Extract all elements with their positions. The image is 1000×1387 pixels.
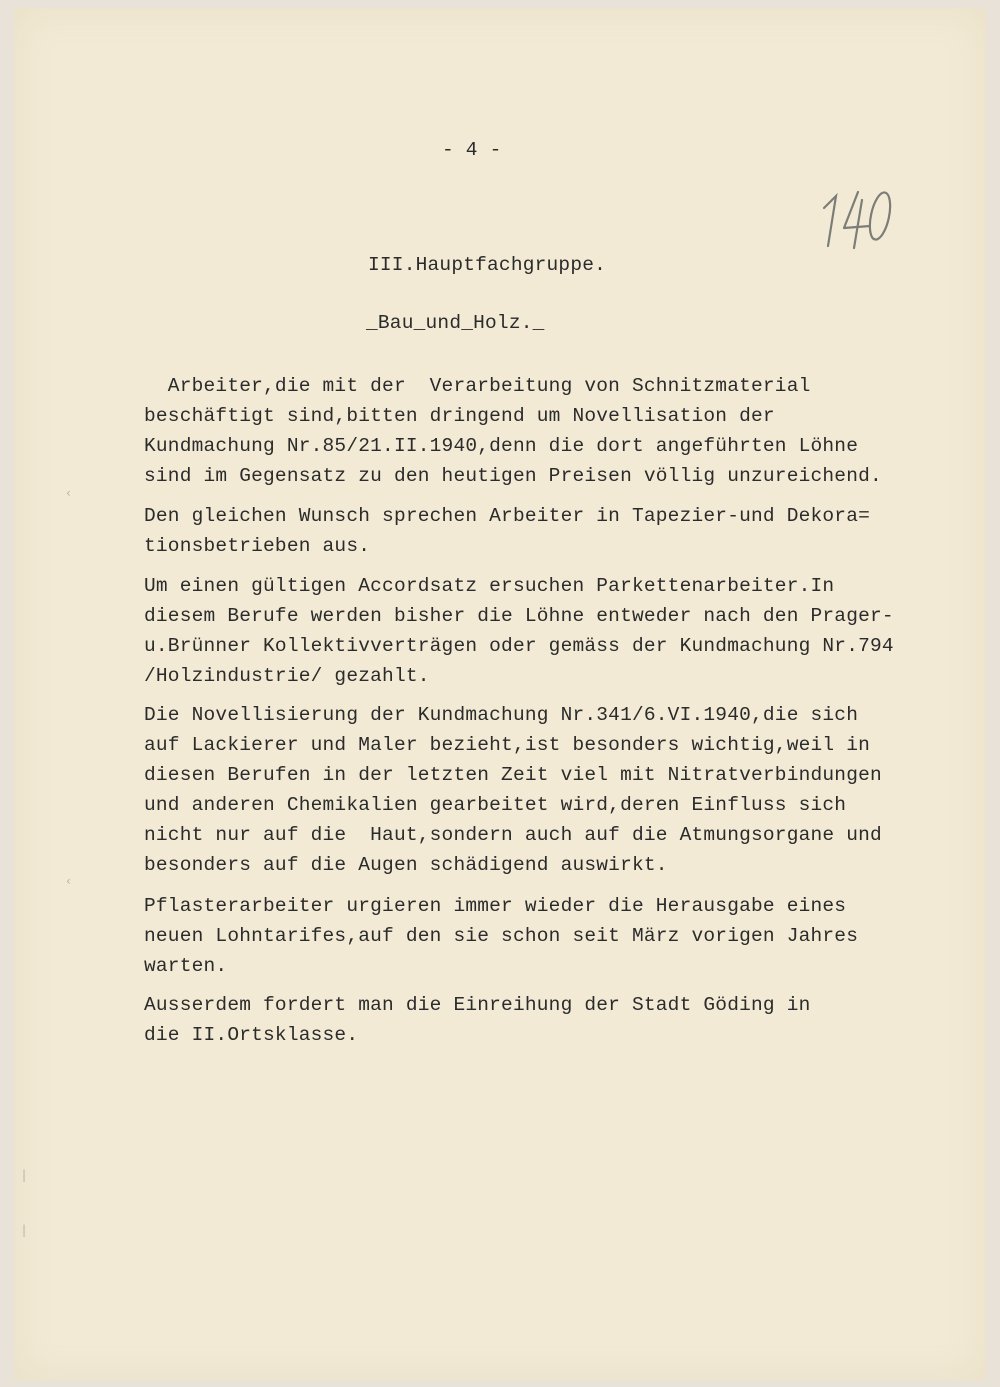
text-line: diesen Berufen in der letzten Zeit viel mit Nitratverbindungen xyxy=(144,764,882,786)
paragraph xyxy=(144,990,811,1050)
text-line: /Holzindustrie/ gezahlt. xyxy=(144,665,430,687)
text-line: Um einen gültigen Accordsatz ersuchen Parkettenarbeiter.In xyxy=(144,575,835,597)
page-number: - 4 - xyxy=(442,139,502,161)
punch-mark: | xyxy=(22,1223,27,1237)
text-line: die II.Ortsklasse. xyxy=(144,1024,359,1046)
section-subtitle: _Bau_und_Holz._ xyxy=(366,312,545,334)
text-line: auf Lackierer und Maler bezieht,ist besonders wichtig,weil in xyxy=(144,734,871,756)
text-line: besonders auf die Augen schädigend auswirkt. xyxy=(144,854,668,876)
handwritten-folio-number xyxy=(814,178,894,253)
section-title: III.Hauptfachgruppe. xyxy=(368,254,607,276)
text-line: Kundmachung Nr.85/21.II.1940,denn die dort angeführten Löhne xyxy=(144,435,859,457)
text-line: u.Brünner Kollektivverträgen oder gemäss der Kundmachung Nr.794 xyxy=(144,635,894,657)
paragraph xyxy=(144,891,858,981)
paragraph xyxy=(144,501,870,561)
text-line: Pflasterarbeiter urgieren immer wieder die Herausgabe eines xyxy=(144,895,847,917)
paragraph xyxy=(144,571,894,691)
text-line: nicht nur auf die Haut,sondern auch auf die Atmungsorgane und xyxy=(144,824,882,846)
text-line: Den gleichen Wunsch sprechen Arbeiter in Tapezier-und Dekora= xyxy=(144,505,871,527)
punch-mark: ‹ xyxy=(66,874,71,888)
text-line: diesem Berufe werden bisher die Löhne entweder nach den Prager- xyxy=(144,605,894,627)
text-line: beschäftigt sind,bitten dringend um Novellisation der xyxy=(144,405,775,427)
text-line: neuen Lohntarifes,auf den sie schon seit März vorigen Jahres xyxy=(144,925,859,947)
document-page xyxy=(14,8,986,1380)
paragraph xyxy=(144,371,882,491)
text-line: Die Novellisierung der Kundmachung Nr.341/6.VI.1940,die sich xyxy=(144,704,859,726)
text-line: Ausserdem fordert man die Einreihung der Stadt Göding in xyxy=(144,994,811,1016)
text-line: sind im Gegensatz zu den heutigen Preisen völlig unzureichend. xyxy=(144,465,882,487)
text-line: und anderen Chemikalien gearbeitet wird,deren Einfluss sich xyxy=(144,794,847,816)
text-line: tionsbetrieben aus. xyxy=(144,535,371,557)
text-line: Arbeiter,die mit der Verarbeitung von Schnitzmaterial xyxy=(144,375,811,397)
punch-mark: ‹ xyxy=(66,486,71,500)
text-line: warten. xyxy=(144,955,228,977)
paragraph xyxy=(144,700,882,880)
punch-mark: | xyxy=(22,1168,27,1182)
